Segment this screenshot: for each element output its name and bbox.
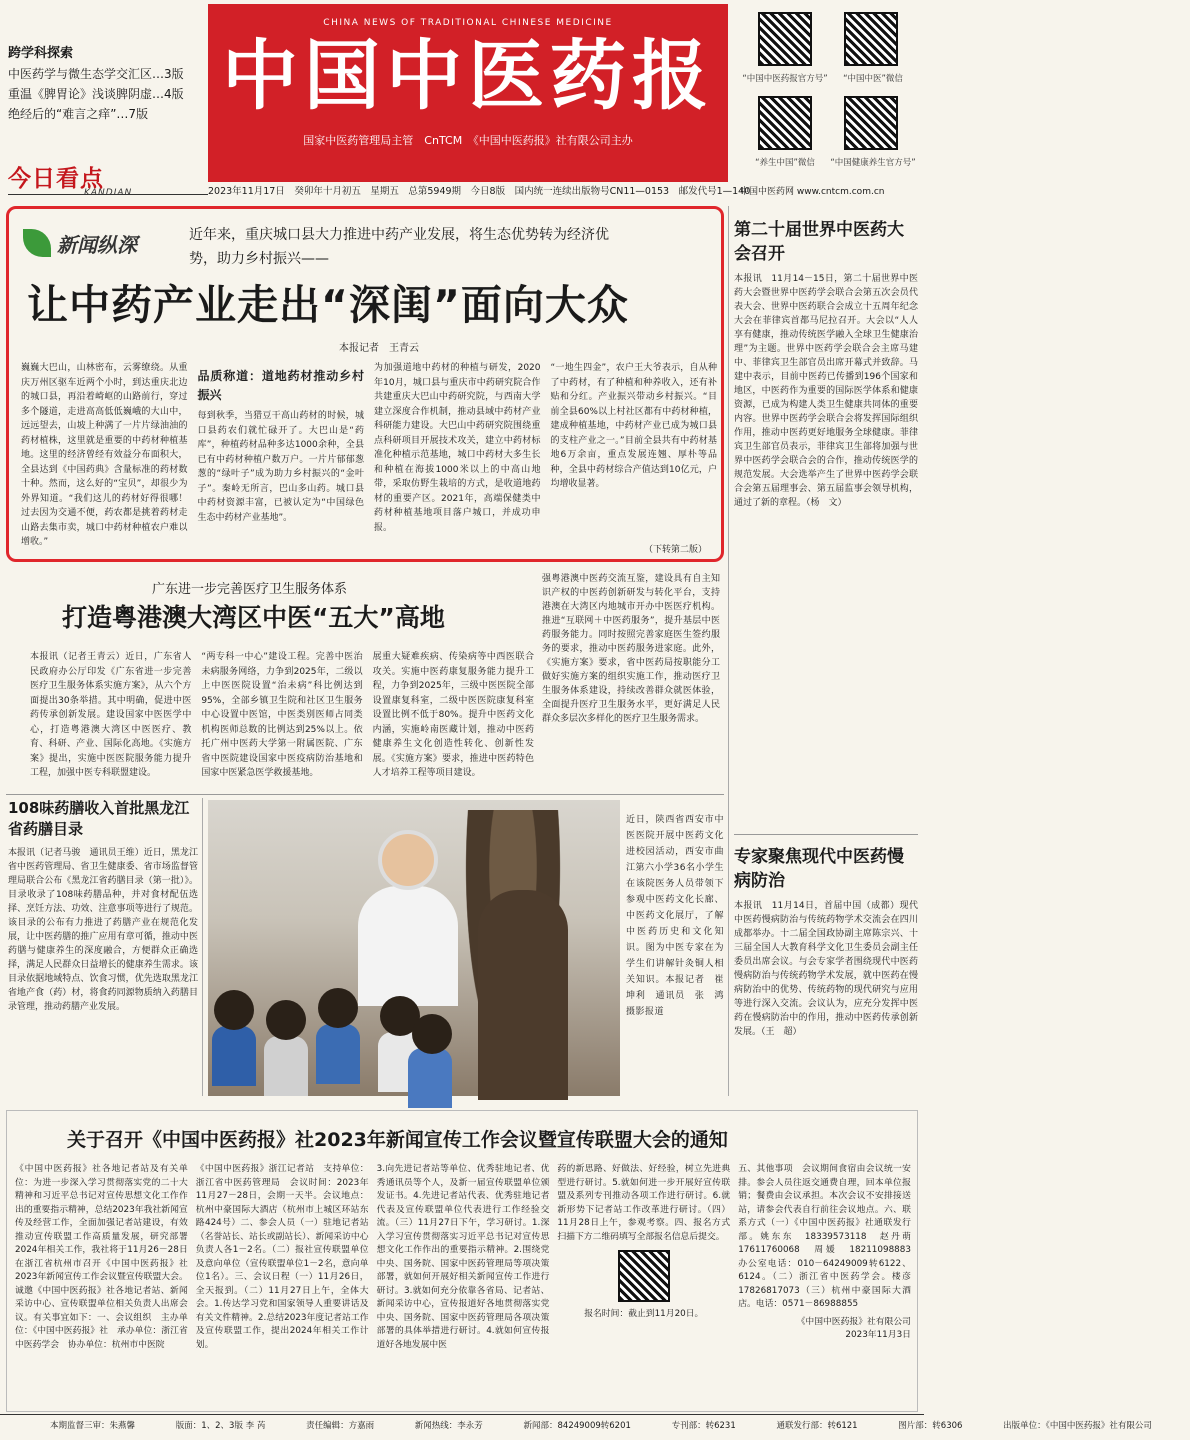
notice-title[interactable]: 关于召开《中国中医药报》社2023年新闻宣传工作会议暨宣传联盟大会的通知 [67, 1129, 728, 1151]
acupuncture-statue-body [478, 890, 568, 1100]
gba-headline[interactable]: 打造粤港澳大湾区中医“五大”高地 [62, 603, 445, 632]
registration-qr-icon[interactable] [618, 1250, 670, 1302]
index-category: 跨学科探索 [8, 46, 74, 61]
notice-box [6, 1110, 918, 1412]
qr-label: “中国健康养生官方号” [830, 158, 916, 168]
qr-panel [740, 10, 920, 178]
notice-columns [15, 1163, 920, 1407]
feature-col-4: “一地生四金”，农户王大爷表示，自从种了中药材，有了种植和种养收入，还有补贴和分红。产业振兴带动乡村振兴。“目前全县60%以上村社区都有中药材种植，建成种植基地，中药材产业已成为城口县的支柱产业之一。”目前全县共有中药材基地6万余亩，重点发展连翘、厚朴等品种，全县中药材综合产值达到10亿元，户均增收显著。 [550, 363, 717, 489]
feature-subhead: 品质称道：道地药材推动乡村振兴 [197, 369, 364, 402]
hlj-text: 本报讯（记者马骏 通讯员王维）近日，黑龙江省中医药管理局、省卫生健康委、省市场监督管理局联合公布《黑龙江省药膳目录（第一批）》。目录收录了108味药膳品种，并对食材配伍选择、烹饪方法、功效、注意事项等进行了规范。该目录的公布有力推进了药膳产业在规范化发展，让中医药膳的推广应用有章可循，推动中医药膳与健康养生的深度融合，方便群众正确选择，满足人民群众日益增长的健康养生需求。该目录依据地域特点、饮食习惯，优先选取黑龙江省地产食（药）材，将食药同源物质纳入药膳目录管理，推动药膳产业发展。 [8, 848, 198, 1012]
feature-kicker: 近年来，重庆城口县大力推进中药产业发展，将生态优势转为经济优势，助力乡村振兴—— [189, 227, 609, 267]
photo-caption: 近日，陕西省西安市中医医院开展中医药文化进校园活动，西安市曲江第六小学36名小学生在该院医务人员带领下参观中医药文化长廊、中医药文化展厅，了解中医药历史和文化知识。图为中医专家在为学生们讲解针灸铜人相关知识。本报记者 崔 坤利 通讯员 张 鸿摄影报道 [626, 815, 734, 1017]
feature-columns [21, 361, 717, 551]
index-item-2[interactable]: 重温《脾胃论》浅谈脾阴虚…4版 [8, 87, 184, 101]
index-item-1[interactable]: 中医药学与微生态学交汇区…3版 [8, 67, 184, 81]
footer-item: 责任编辑：方嘉雨 [306, 1421, 375, 1431]
right-column [734, 218, 918, 1080]
feature-col-2-text: 每到秋季，当猎豆干高山药材的时候，城口县药农们就忙碌开了。大巴山是“药库”，种植药材品种多达1000余种，全县已有中药材种植户数万户。一片片郁郁葱葱的“绿叶子”成为助力乡村振兴的“金叶子”。秦岭无所言，巴山多山药。城口县中药材资源丰富，已被认定为“中国绿色生态中药材产业基地”。 [197, 411, 364, 523]
notice-col-5 [738, 1163, 920, 1407]
divider [728, 206, 729, 1096]
feature-continued: （下转第二版） [643, 545, 707, 555]
qr-code-icon[interactable] [758, 96, 812, 150]
masthead [208, 4, 728, 182]
qr-label: “养生中国”微信 [755, 158, 815, 168]
footer-item: 新闻部：84249009转6201 [523, 1421, 631, 1431]
kandian-header [8, 160, 208, 198]
footer-item: 版面：1、2、3版 李 芮 [175, 1421, 266, 1431]
footer-item: 本期监督三审：朱燕馨 [50, 1421, 136, 1431]
student-figure [408, 1048, 452, 1108]
qr-code-icon[interactable] [844, 12, 898, 66]
gba-col-1: 本报讯（记者王青云）近日，广东省人民政府办公厅印发《广东省进一步完善医疗卫生服务体系实施方案》，从六个方面提出30条举措。其中明确，促进中医药传承创新发展。建设国家中医医学中心，打造粤港澳大湾区中医医疗、教育、科研、产业、国际化高地。《实施方案》提出，实施中医医院服务能力提升工程，加强中医专科联盟建设。 [30, 652, 192, 778]
notice-col-2: 《中国中医药报》浙江记者站 支持单位：浙江省中医药管理局 会议时间：2023年11月27－28日，会期一天半。会议地点：杭州中豪国际大酒店（杭州市上城区环站东路424号）二、参会人员（一）驻地记者站（名誉站长、站长或副站长）、新闻采访中心负责人各1－2名。（二）报社宣传联盟单位及意向单位（宣传联盟单位1－2名，意向单位1名）。三、会议日程（一）11月26日，全天报到。（二）11月27日上午，全体大会。1.传达学习党和国家领导人重要讲话及有关文件精神。2.总结2023年度记者站工作及宣传联盟工作，提出2024年相关工作计划。 [195, 1164, 369, 1350]
top-left-index [8, 44, 198, 124]
notice-sign: 《中国中医药报》社有限公司 [796, 1316, 911, 1327]
gba-kicker: 广东进一步完善医疗卫生服务体系 [152, 582, 348, 597]
qr-label: “中国中医药报官方号” [742, 74, 828, 84]
footer-item: 出版单位：《中国中医药报》社有限公司 [1003, 1421, 1152, 1431]
doctor-figure [358, 886, 458, 1006]
footer-item: 图片部：转6306 [898, 1421, 963, 1431]
footer-item: 通联发行部：转6121 [776, 1421, 858, 1431]
feature-col-1: 巍巍大巴山，山林密布，云雾缭绕。从重庆万州区驱车近两个小时，到达重庆北边的城口县，再沿着崎岖的山路前行，穿过多个隧道，走进高高低低巍峨的大山中，远远望去，山坡上种满了一片片绿油油的药材植株，这里就是重要的中药材种植基地。这里的经济曾经有效益分布面积大，全县达到《中国药典》含量标准的药材数十种。然而，这么好的“宝贝”，却很少为外界知道。“我们这儿的药材好得很哪！过去因为交通不便，药农都是挑着药材走山路去集市卖，城口中药材种植农户难以增收。” [21, 363, 188, 547]
divider [6, 794, 724, 795]
right-article-1-text: 本报讯 11月14－15日，第二十届世界中医药大会暨世界中医药学会联合会第五次会员代表大会、世界中医药联合会成立十五周年纪念大会在菲律宾首都马尼拉召开。大会以“人人享有健康，推动传统医学融入全球卫生健康治理”为主题。世界中医药学会联合会主席马建中、菲律宾卫生部官员出席开幕式并致辞。马建中表示，目前中医药已传播到196个国家和地区，中医药作为重要的国际医学体系和健康资源，已成为构建人类卫生健康共同体的重要内容。世界中医药学会联合会将发挥国际组织作用，推动中医药更好地服务全球健康。菲律宾卫生部官员表示，菲律宾卫生部将加强与世界中医药学会联合会的合作，推动传统医学的规范发展。大会选举产生了世界中医药学会联合会第五届理事会、第五届监事会领导机构，通过了新的章程。（杨 文） [734, 274, 918, 508]
footer-item: 新闻热线：李永芳 [414, 1421, 483, 1431]
kandian-en: KANDIAN [84, 188, 133, 198]
right-article-2-headline[interactable]: 专家聚焦现代中医药慢病防治 [734, 847, 904, 891]
notice-qr-note: 报名时间：截止到11月20日。 [584, 1309, 704, 1319]
qr-label: “中国中医”微信 [843, 74, 903, 84]
notice-col-3: 3.向先进记者站等单位、优秀驻地记者、优秀通讯员等个人，及新一届宣传联盟单位颁发证书。4.先进记者站代表、优秀驻地记者代表及宣传联盟单位代表进行工作经验交流。（三）11月27日下午，学习研讨。1.深入学习宣传贯彻落实习近平总书记对宣传思想文化工作作出的重要指示精神。2.围绕党中央、国务院、国家中医药管理局等项决策部署，就如何开展好相关新闻宣传工作进行研讨。3.就如何充分依靠各省局、记者站、新闻采访中心，宣传报道好各地贯彻落实党中央、国务院、国家中医药管理局各项决策部署的具体举措进行研讨。4.就如何宣传报道好各地发展中医 [376, 1164, 550, 1350]
student-figure [412, 1014, 452, 1054]
feature-col-3: 为加强道地中药材的种植与研发，2020年10月，城口县与重庆市中药研究院合作共建重庆大巴山中药研究院，与西南大学建立深度合作机制，推动县域中药材产业科研能力建设。大巴山中药研究院围绕重点科研项目开展技术攻关，建立中药材标准化种植示范基地，城口中药材大多生长和种植在海拔1000米以上的中高山地带，采取仿野生栽培的方式，是收道地药材的重要产区。2021年，高端保健类中药材种植基地项目落户城口，并成功申报。 [374, 363, 541, 533]
right-article-1-headline[interactable]: 第二十届世界中医药大会召开 [734, 220, 904, 264]
right-article-2-text: 本报讯 11月14日，首届中国（成都）现代中医药慢病防治与传统药物学术交流会在四川成都举办。十二届全国政协副主席陈宗兴、十三届全国人大教育科学文化卫生委员会副主任委员出席会议。与会专家学者围绕现代中医药慢病防治与传统药物学术发展，就中医药在慢病防治中的优势、传统药物的现代研究与应用等进行深入交流。会议认为，应充分发挥中医药在慢病防治中的作用，推动中医药传承创新发展。（王 超） [734, 901, 918, 1037]
feature-tag: 新闻纵深 [57, 233, 137, 257]
feature-article [6, 206, 724, 562]
notice-col-5-text: 五、其他事项 会议期间食宿由会议统一安排。参会人员往返交通费自理，回本单位报销；餐费由会议承担。本次会议不安排接送站，请参会代表自行前往会议地点。六、联系方式（一）《中国中医药报》社通联发行部。姚东东 18339573118 赵丹萌 17611760068 周媛 18211098883 办公室电话：010－64249009转6122、6124。（二）浙江省中医药学会。楼彦 17826817073（三）杭州中豪国际大酒店。电话：0571－86988855 [738, 1164, 920, 1309]
site-url[interactable]: 中国中医药网 www.cntcm.com.cn [740, 187, 885, 197]
masthead-title: 中国中医药报 [222, 31, 714, 120]
kandian-title: 今日看点 [8, 165, 104, 192]
feature-col-2 [198, 361, 365, 551]
divider [734, 834, 918, 835]
student-figure [264, 1036, 308, 1096]
footer-item: 专刊部：转6231 [671, 1421, 736, 1431]
masthead-en: CHINA NEWS OF TRADITIONAL CHINESE MEDICINE [323, 18, 613, 28]
hlj-headline[interactable]: 108味药膳收入首批黑龙江省药膳目录 [8, 799, 190, 838]
qr-code-icon[interactable] [844, 96, 898, 150]
student-figure [214, 990, 254, 1030]
gba-col-4: 强粤港澳中医药交流互鉴，建设具有自主知识产权的中医药创新研发与转化平台，支持港澳在大湾区内地城市开办中医医疗机构。推进“互联网＋中医药服务”，提升基层中医药服务能力。同时按照完善家庭医生签约服务的要求，推动中医药服务进家庭。此外，《实施方案》要求，省中医药局按职能分工做好实施方案的组织实施工作，推动医疗卫生服务体系建设，持续改善群众就医体验，全面提升医疗卫生服务水平，更好满足人民群众多层次多样化的医疗卫生服务需求。 [542, 574, 720, 724]
feature-headline[interactable]: 让中药产业走出“深闺”面向大众 [27, 281, 629, 329]
student-figure [318, 988, 358, 1028]
notice-col-4-text: 药的新思路、好做法、好经验，树立先进典型进行研讨。5.就如何进一步开展好宣传联盟及系列专刊推动各项工作进行研讨。6.就新形势下记者站工作改革进行研讨。（四）11月28日上午，参观考察。四、报名方式 扫描下方二维码填写全部报名信息后提交。 [557, 1164, 739, 1242]
index-item-3[interactable]: 绝经后的“难言之痒”…7版 [8, 107, 149, 121]
doctor-head [378, 830, 438, 890]
student-figure [316, 1024, 360, 1084]
gba-col-2: “两专科一中心”建设工程。完善中医治未病服务网络，力争到2025年，二级以上中医医院设置“治未病”科比例达到95%，全部乡镇卫生院和社区卫生服务中心设置中医馆，中医类别医师占同类机构医师总数的比例达到25%以上。依托广州中医药大学第一附属医院、广东省中医院建设国家中医疫病防治基地和国家中医紧急医学救援基地。 [201, 652, 363, 778]
notice-col-1: 《中国中医药报》社各地记者站及有关单位：为进一步深入学习贯彻落实党的二十大精神和习近平总书记对宣传思想文化工作作出的重要指示精神，总结2023年我社新闻宣传及经营工作，全面加强记者站建设，有效推动宣传联盟工作高质量发展，研究部署2024年相关工作，我社将于11月26－28日在浙江省杭州市召开《中国中医药报》社2023年新闻宣传工作会议暨宣传联盟大会。诚邀《中国中医药报》社各地记者站、新闻采访中心、宣传联盟单位相关负责人出席会议。有关事宜如下：一、会议组织 主办单位：《中国中医药报》社 承办单位：浙江省中医药学会 协办单位：杭州市中医院 [15, 1164, 188, 1350]
notice-date: 2023年11月3日 [845, 1330, 911, 1340]
leaf-icon [23, 229, 51, 257]
issue-bar: 2023年11月17日 癸卯年十月初五 星期五 总第5949期 今日8版 国内统一连续出版物号CN11—0153 邮发代号1—140 [208, 186, 751, 197]
gba-col-3: 展重大疑难疾病、传染病等中西医联合攻关。实施中医药康复服务能力提升工程，力争到2025年，三级中医医院全部设置康复科室，二级中医医院康复科室设置比例不低于80%。提升中医药文化内涵，实施岭南医藏计划，推动中医药健康养生文化创造性转化、创新性发展。《实施方案》要求，推进中医药特色人才培养工程等项目建设。 [372, 652, 534, 778]
kandian-rule [8, 194, 208, 195]
qr-code-icon[interactable] [758, 12, 812, 66]
masthead-sponsor: 国家中医药管理局主管 CnTCM 《中国中医药报》社有限公司主办 [303, 134, 633, 147]
student-figure [266, 1000, 306, 1040]
gba-columns [30, 650, 534, 790]
notice-col-4 [557, 1163, 739, 1407]
divider [202, 798, 203, 1096]
news-photo [208, 800, 620, 1096]
feature-byline: 本报记者 王青云 [339, 343, 419, 354]
student-figure [212, 1026, 256, 1086]
footer-bar [0, 1414, 1152, 1436]
